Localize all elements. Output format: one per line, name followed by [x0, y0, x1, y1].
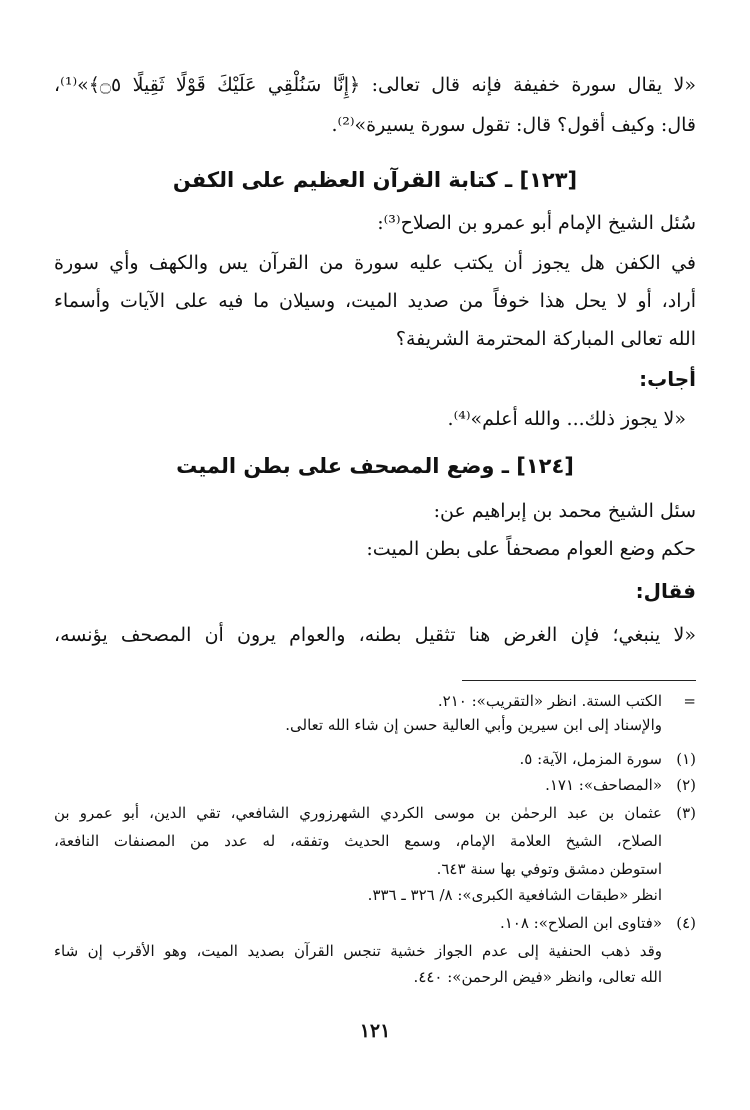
said-text: «لا ينبغي؛ فإن الغرض هنا تثقيل بطنه، والعوام يرون أن المصحف يؤنسه، [54, 624, 696, 646]
footnote-3-number: (٣) [676, 804, 696, 822]
question-2-line-1: حكم وضع العوام مصحفاً على بطن الميت: [366, 538, 696, 560]
footnote-3-line-3: استوطن دمشق وتوفي بها سنة ٦٤٣. [436, 860, 662, 878]
question-1-line-1: في الكفن هل يجوز أن يكتب عليه سورة من القرآن يس والكهف وأي سورة [54, 252, 696, 274]
answer-label: أجاب: [639, 367, 696, 391]
footnote-continuation-marker: = [683, 692, 696, 710]
question-1-line-3: الله تعالى المباركة المحترمة الشريفة؟ [395, 328, 696, 350]
footnote-3-line-4: انظر «طبقات الشافعية الكبرى»: ٨/ ٣٢٦ ـ ٣٣٦. [367, 886, 662, 904]
footnote-continuation-line-2: والإسناد إلى ابن سيرين وأبي العالية حسن إن شاء الله تعالى. [285, 716, 662, 734]
footnote-4-line-2: وقد ذهب الحنفية إلى عدم الجواز خشية تنجس القرآن بصديد الميت، وهو الأقرب إن شاء [54, 942, 662, 960]
footnote-2 [545, 774, 696, 796]
question-1-line-2: أراد، أو لا يحل هذا خوفاً من صديد الميت، وسيلان ما فيه على الآيات وأسماء [54, 290, 696, 312]
footnote-3 [54, 802, 696, 824]
footnote-1-number: (١) [676, 750, 696, 768]
footnote-4-line-1: «فتاوى ابن الصلاح»: ١٠٨. [499, 914, 662, 932]
footnote-separator [462, 680, 696, 681]
footnote-continuation [438, 690, 696, 712]
footnote-continuation-line-1: الكتب الستة. انظر «التقريب»: ٢١٠. [437, 692, 662, 710]
footnote-1-text: سورة المزمل، الآية: ٥. [519, 750, 662, 768]
footnote-4-line-3: الله تعالى، وانظر «فيض الرحمن»: ٤٤٠. [413, 968, 662, 986]
question-2-intro: سئل الشيخ محمد بن إبراهيم عن: [433, 500, 696, 522]
footnote-1 [520, 748, 696, 770]
quote-line-2: قال: وكيف أقول؟ قال: تقول سورة يسيرة»⁽²⁾. [331, 114, 696, 136]
answer-text: «لا يجوز ذلك... والله أعلم»⁽⁴⁾. [447, 408, 686, 430]
footnote-2-number: (٢) [676, 776, 696, 794]
footnote-3-line-2: الصلاح، الشيخ العلامة الإمام، وسمع الحديث وتفقه، له عدد من المصنفات النافعة، [54, 832, 662, 850]
footnote-4 [500, 912, 696, 934]
section-heading-123: [١٢٣] ـ كتابة القرآن العظيم على الكفن [172, 168, 578, 192]
question-1-intro: سُئل الشيخ الإمام أبو عمرو بن الصلاح⁽³⁾: [377, 212, 696, 234]
footnote-4-number: (٤) [676, 914, 696, 932]
section-heading-124: [١٢٤] ـ وضع المصحف على بطن الميت [176, 454, 574, 478]
quote-line-1: «لا يقال سورة خفيفة فإنه قال تعالى: ﴿إِنَّا سَنُلْقِي عَلَيْكَ قَوْلًا ثَقِيلًا ۝٥﴾»⁽¹⁾، [54, 74, 696, 96]
page-number: ١٢١ [359, 1020, 391, 1042]
said-label: فقال: [635, 579, 696, 603]
footnote-3-line-1: عثمان بن عبد الرحمٰن بن موسى الكردي الشهرزوري الشافعي، تقي الدين، أبو عمرو بن [54, 804, 662, 822]
footnote-2-text: «المصاحف»: ١٧١. [545, 776, 662, 794]
